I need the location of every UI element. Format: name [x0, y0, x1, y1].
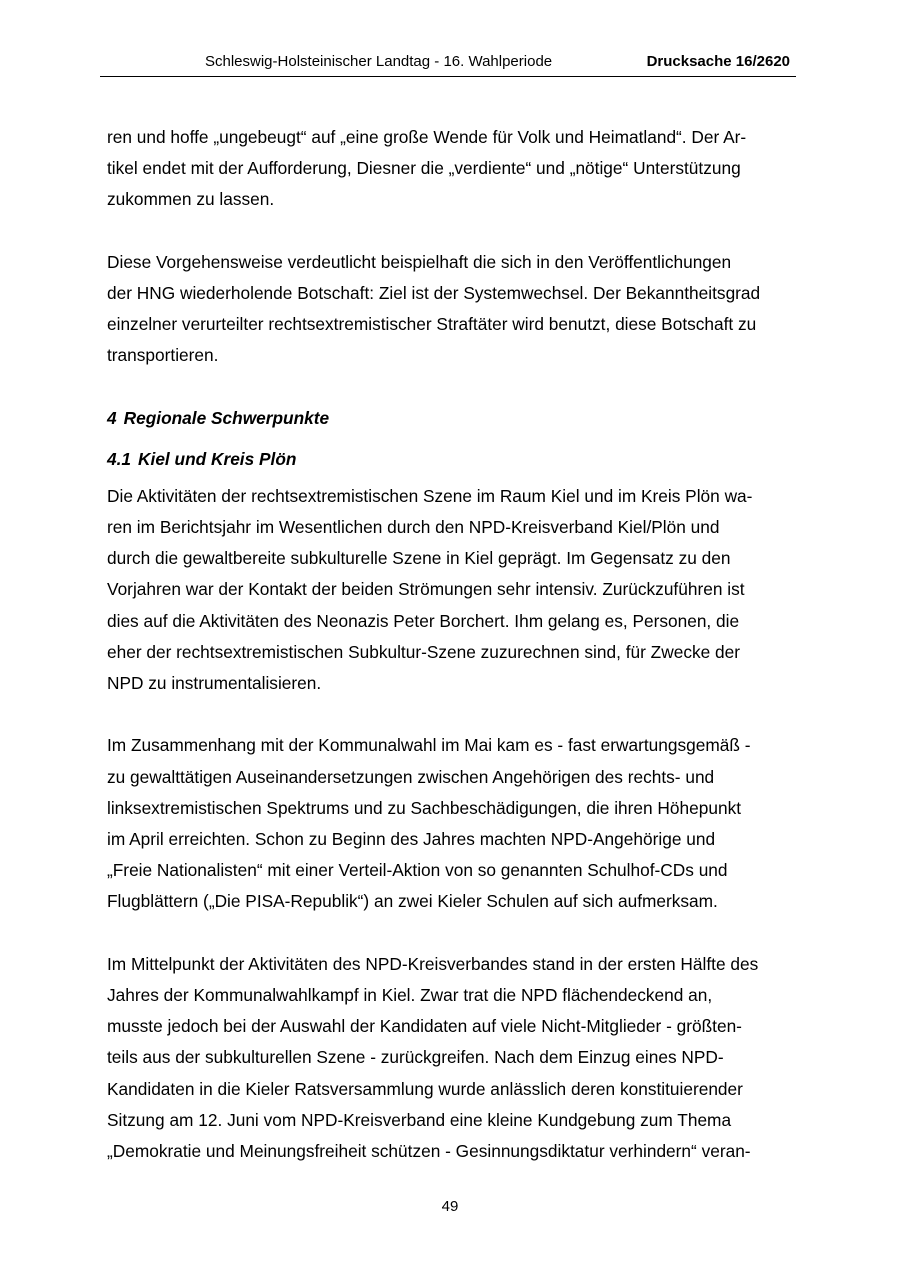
text-line: ren im Berichtsjahr im Wesentlichen durch den NPD-Kreisverband Kiel/Plön und — [107, 517, 720, 537]
paragraph-spacer — [107, 918, 797, 949]
text-line: der HNG wiederholende Botschaft: Ziel ist der Systemwechsel. Der Bekanntheitsgrad — [107, 283, 761, 303]
header-title: Schleswig-Holsteinischer Landtag - 16. Wahlperiode — [205, 53, 553, 70]
paragraph-spacer — [107, 372, 797, 403]
text-line: linksextremistischen Spektrums und zu Sachbeschädigungen, die ihren Höhepunkt — [107, 797, 742, 818]
text-line: Im Mittelpunkt der Aktivitäten des NPD-Kreisverbandes stand in der ersten Hälfte des — [107, 953, 759, 974]
text-line: ren und hoffe „ungebeugt“ auf „eine große Wende für Volk und Heimatland“. Der Ar- — [107, 127, 747, 147]
text-line: teils aus der subkulturellen Szene - zurückgreifen. Nach dem Einzug eines NPD- — [107, 1047, 724, 1068]
text-line: Im Zusammenhang mit der Kommunalwahl im Mai kam es - fast erwartungsgemäß - — [107, 735, 751, 756]
text-line: transportieren. — [107, 345, 219, 366]
paragraph-4 — [107, 730, 797, 917]
text-line: Die Aktivitäten der rechtsextremistischen Szene im Raum Kiel und im Kreis Plön wa- — [107, 485, 753, 506]
text-line: Flugblättern („Die PISA-Republik“) an zwei Kieler Schulen auf sich aufmerksam. — [107, 891, 718, 912]
subsection-title: Kiel und Kreis Plön — [138, 448, 297, 469]
section-title: Regionale Schwerpunkte — [123, 407, 330, 428]
text-line: im April erreichten. Schon zu Beginn des Jahres machten NPD-Angehörige und — [107, 829, 716, 850]
text-line: eher der rechtsextremistischen Subkultur-Szene zuzurechnen sind, für Zwecke der — [107, 641, 740, 662]
page-number: 49 — [441, 1198, 459, 1215]
paragraph-spacer — [107, 699, 797, 730]
text-line: Kandidaten in die Kieler Ratsversammlung wurde anlässlich deren konstituierender — [107, 1078, 743, 1099]
text-line: zukommen zu lassen. — [107, 189, 275, 210]
document-body — [107, 122, 797, 1167]
text-line: tikel endet mit der Aufforderung, Diesner die „verdiente“ und „nötige“ Unterstützung — [107, 158, 741, 179]
text-line: dies auf die Aktivitäten des Neonazis Peter Borchert. Ihm gelang es, Personen, die — [107, 610, 740, 631]
text-line: „Demokratie und Meinungsfreiheit schützen - Gesinnungsdiktatur verhindern“ veran- — [107, 1141, 751, 1162]
text-line: Sitzung am 12. Juni vom NPD-Kreisverband eine kleine Kundgebung zum Thema — [107, 1109, 732, 1130]
text-line: durch die gewaltbereite subkulturelle Szene in Kiel geprägt. Im Gegensatz zu den — [107, 548, 731, 569]
paragraph-spacer — [107, 216, 797, 247]
section-heading — [107, 403, 797, 444]
subsection-heading — [107, 444, 797, 481]
paragraph-3 — [107, 481, 797, 699]
text-line: Diese Vorgehensweise verdeutlicht beispielhaft die sich in den Veröffentlichungen — [107, 251, 732, 272]
paragraph-1 — [107, 122, 797, 216]
header-document-number: Drucksache 16/2620 — [646, 53, 790, 70]
text-line: Vorjahren war der Kontakt der beiden Strömungen sehr intensiv. Zurückzuführen ist — [107, 579, 745, 600]
subsection-number: 4.1 — [107, 448, 132, 469]
text-line: einzelner verurteilter rechtsextremistischer Straftäter wird benutzt, diese Botschaft zu — [107, 314, 757, 335]
page-header — [100, 52, 796, 77]
text-line: zu gewalttätigen Auseinandersetzungen zwischen Angehörigen des rechts- und — [107, 766, 715, 787]
text-line: „Freie Nationalisten“ mit einer Verteil-Aktion von so genannten Schulhof-CDs und — [107, 860, 728, 881]
paragraph-2 — [107, 247, 797, 372]
text-line: Jahres der Kommunalwahlkampf in Kiel. Zwar trat die NPD flächendeckend an, — [107, 985, 713, 1006]
section-number: 4 — [107, 407, 117, 428]
paragraph-5 — [107, 949, 797, 1167]
text-line: musste jedoch bei der Auswahl der Kandidaten auf viele Nicht-Mitglieder - größten- — [107, 1016, 742, 1037]
text-line: NPD zu instrumentalisieren. — [107, 673, 322, 694]
